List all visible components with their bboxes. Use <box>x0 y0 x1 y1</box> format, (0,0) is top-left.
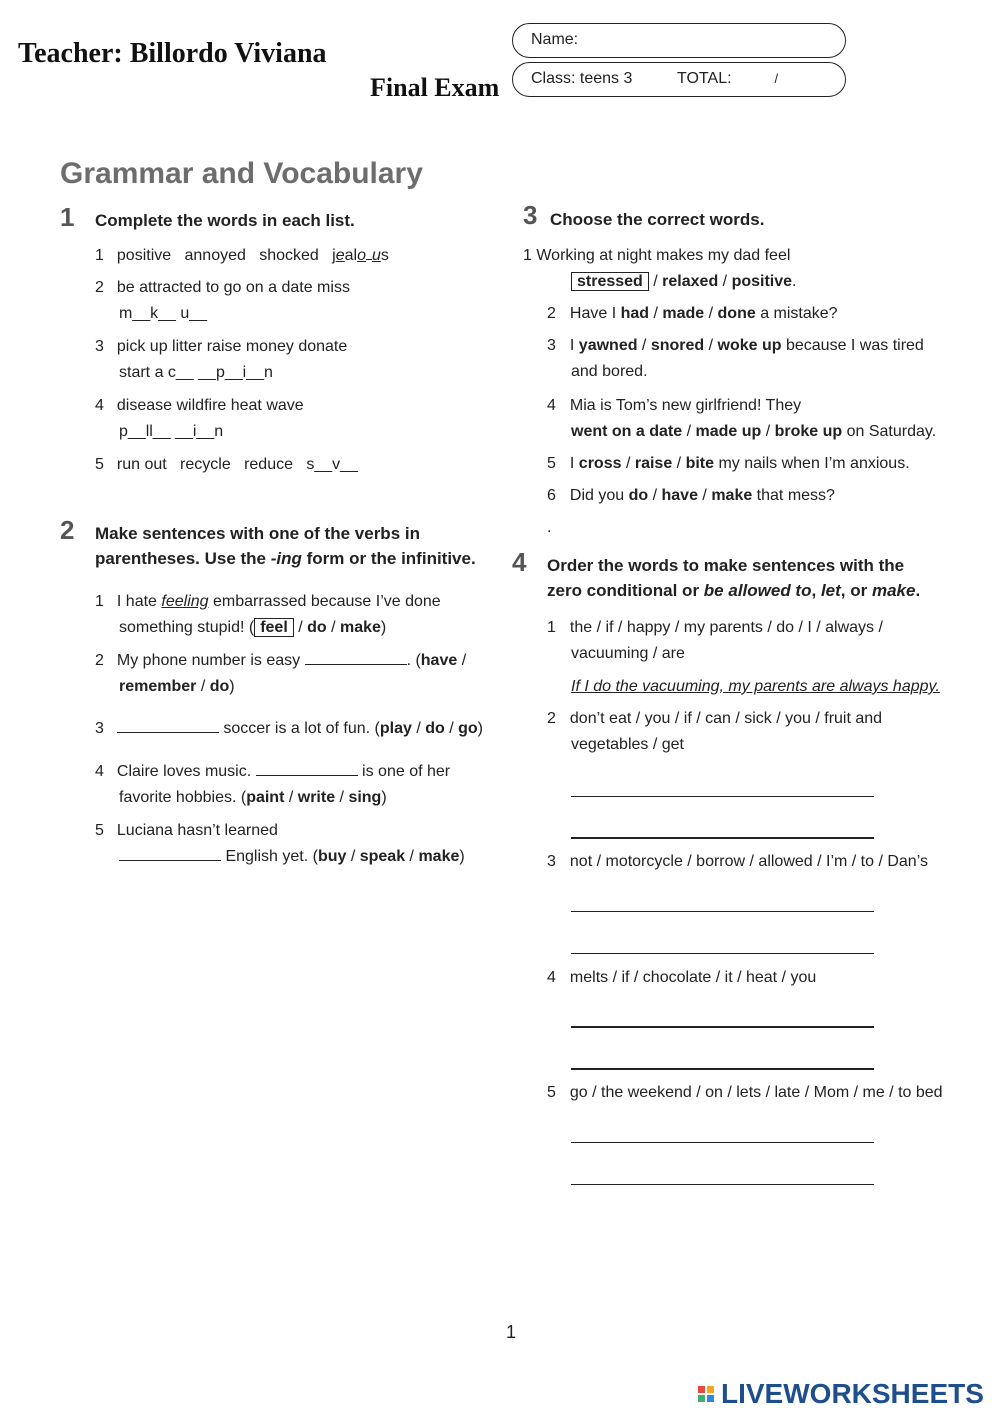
exercise-1-title: Complete the words in each list. <box>95 211 355 230</box>
ex3-option-had[interactable]: had <box>620 305 650 322</box>
ex3-item-3: 3 I yawned / snored / woke up because I was tired and bored. <box>547 337 924 380</box>
ex1-item-2-blank[interactable]: m__k__ u__ <box>119 305 208 322</box>
ex4-answer-line-3b[interactable] <box>571 953 874 954</box>
exercise-1-number: 1 <box>60 202 75 232</box>
ex3-option-broke-up[interactable]: broke up <box>774 423 843 440</box>
ex2-item-1: 1 I hate feeling embarrassed because I’ve done something stupid! ( feel / do / make) <box>95 593 441 636</box>
liveworksheets-logo <box>697 1378 984 1410</box>
ex3-item-6: 6 Did you do / have / make that mess? <box>547 487 835 504</box>
teacher-name: Teacher: Billordo Viviana <box>18 38 327 69</box>
name-field[interactable] <box>512 23 846 58</box>
ex2-item-5: 5 Luciana hasn’t learned English yet. (buy / speak / make) <box>95 822 465 865</box>
ex3-option-woke-up[interactable]: woke up <box>717 337 782 354</box>
ex3-option-stressed[interactable]: stressed <box>571 272 649 291</box>
exercise-2-title: Make sentences with one of the verbs in parentheses. Use the -ing form or the infinitive. <box>95 524 476 568</box>
ex1-item-5-blank[interactable]: run out recycle reduce s__v__ <box>116 456 358 473</box>
ex3-item-1: 1 Working at night makes my dad feel stressed / relaxed / positive. <box>523 247 797 290</box>
ex2-option-make[interactable]: make <box>340 619 381 636</box>
ex3-option-snored[interactable]: snored <box>650 337 705 354</box>
page-number: 1 <box>506 1322 517 1342</box>
ex4-item-2: 2 don’t eat / you / if / can / sick / you / fruit and vegetables / get <box>547 710 883 753</box>
ex4-answer-line-4a[interactable] <box>571 1026 874 1028</box>
exercise-3-title: Choose the correct words. <box>550 210 765 229</box>
ex1-item-5: 5 run out recycle reduce s__v__ <box>95 456 358 473</box>
ex1-answer-u[interactable]: u <box>371 247 381 264</box>
ex1-item-4: 4 disease wildfire heat wave p__ll__ __i__n <box>95 397 304 440</box>
exercise-4-title: Order the words to make sentences with the zero conditional or be allowed to, let, or make. <box>547 556 921 600</box>
ex3-option-positive[interactable]: positive <box>731 273 793 290</box>
ex4-answer-line-4b[interactable] <box>571 1068 874 1070</box>
ex3-item-4: 4 Mia is Tom’s new girlfriend! They went on a date / made up / broke up on Saturday. <box>547 397 937 440</box>
ex1-answer-e[interactable]: e <box>335 247 345 264</box>
ex3-item-5: 5 I cross / raise / bite my nails when I’m anxious. <box>547 455 910 472</box>
ex4-answer-line-5b[interactable] <box>571 1184 874 1185</box>
class-label: Class: teens 3 <box>531 70 633 87</box>
ex3-option-relaxed[interactable]: relaxed <box>662 273 719 290</box>
logo-icon <box>697 1385 719 1403</box>
ex4-item-1: 1 the / if / happy / my parents / do / I / always / vacuuming / are <box>547 619 883 662</box>
ex3-option-have[interactable]: have <box>661 487 698 504</box>
ex3-option-make[interactable]: make <box>711 487 753 504</box>
ex3-option-done[interactable]: done <box>717 305 756 322</box>
exercise-2-number: 2 <box>60 515 75 545</box>
total-separator: / <box>774 71 779 86</box>
ex3-option-went-on-a-date[interactable]: went on a date <box>571 423 683 440</box>
ex4-item-5: 5 go / the weekend / on / lets / late / Mom / me / to bed <box>547 1084 943 1101</box>
ex1-item-3: 3 pick up litter raise money donate start a c__ __p__i__n <box>95 338 348 381</box>
ex4-answer-line-2b[interactable] <box>571 837 874 839</box>
section-title: Grammar and Vocabulary <box>60 157 423 190</box>
ex4-item-4: 4 melts / if / chocolate / it / heat / you <box>547 969 817 986</box>
ex2-option-do[interactable]: do <box>307 619 327 636</box>
ex2-item-2: 2 My phone number is easy . (have / remember / do) <box>95 648 505 700</box>
ex3-option-made[interactable]: made <box>662 305 705 322</box>
ex3-option-yawned[interactable]: yawned <box>578 337 638 354</box>
ex4-item-3: 3 not / motorcycle / borrow / allowed / I’m / to / Dan’s <box>547 853 928 870</box>
ex3-option-bite[interactable]: bite <box>685 455 715 472</box>
ex2-item-3: 3 soccer is a lot of fun. (play / do / go) <box>95 716 505 742</box>
ex4-answer-line-3a[interactable] <box>571 911 874 912</box>
ex3-option-cross[interactable]: cross <box>578 455 622 472</box>
exercise-3-number: 3 <box>523 200 538 230</box>
ex2-blank-5[interactable] <box>119 844 221 861</box>
ex1-item-3-blank[interactable]: start a c__ __p__i__n <box>119 364 273 381</box>
class-total-field <box>512 62 846 97</box>
ex2-blank-4[interactable] <box>256 759 358 776</box>
ex1-item-2: 2 be attracted to go on a date miss m__k__ u__ <box>95 279 350 322</box>
ex2-answer-1[interactable]: feeling <box>161 593 209 610</box>
ex3-option-raise[interactable]: raise <box>634 455 673 472</box>
name-label: Name: <box>531 31 579 48</box>
ex2-blank-3[interactable] <box>117 716 219 733</box>
ex2-blank-2[interactable] <box>305 648 407 665</box>
stray-dot: . <box>547 519 552 536</box>
ex1-answer-o[interactable]: o <box>357 247 366 264</box>
exam-title: Final Exam <box>370 73 500 102</box>
brand-name: LIVEWORKSHEETS <box>721 1378 984 1409</box>
ex4-example-answer: If I do the vacuuming, my parents are always happy. <box>571 678 940 695</box>
ex2-item-4: 4 Claire loves music. is one of her favorite hobbies. (paint / write / sing) <box>95 759 505 811</box>
ex1-item-4-blank[interactable]: p__ll__ __i__n <box>119 423 224 440</box>
ex1-item-1: 1 positive annoyed shocked jealo us <box>95 247 389 264</box>
total-label: TOTAL: <box>677 70 732 87</box>
ex3-option-do[interactable]: do <box>628 487 649 504</box>
ex3-option-made-up[interactable]: made up <box>695 423 762 440</box>
exercise-4-number: 4 <box>512 547 527 577</box>
ex2-option-feel[interactable]: feel <box>254 618 294 637</box>
ex4-answer-line-2a[interactable] <box>571 796 874 797</box>
ex3-item-2: 2 Have I had / made / done a mistake? <box>547 305 838 322</box>
ex4-answer-line-5a[interactable] <box>571 1142 874 1143</box>
